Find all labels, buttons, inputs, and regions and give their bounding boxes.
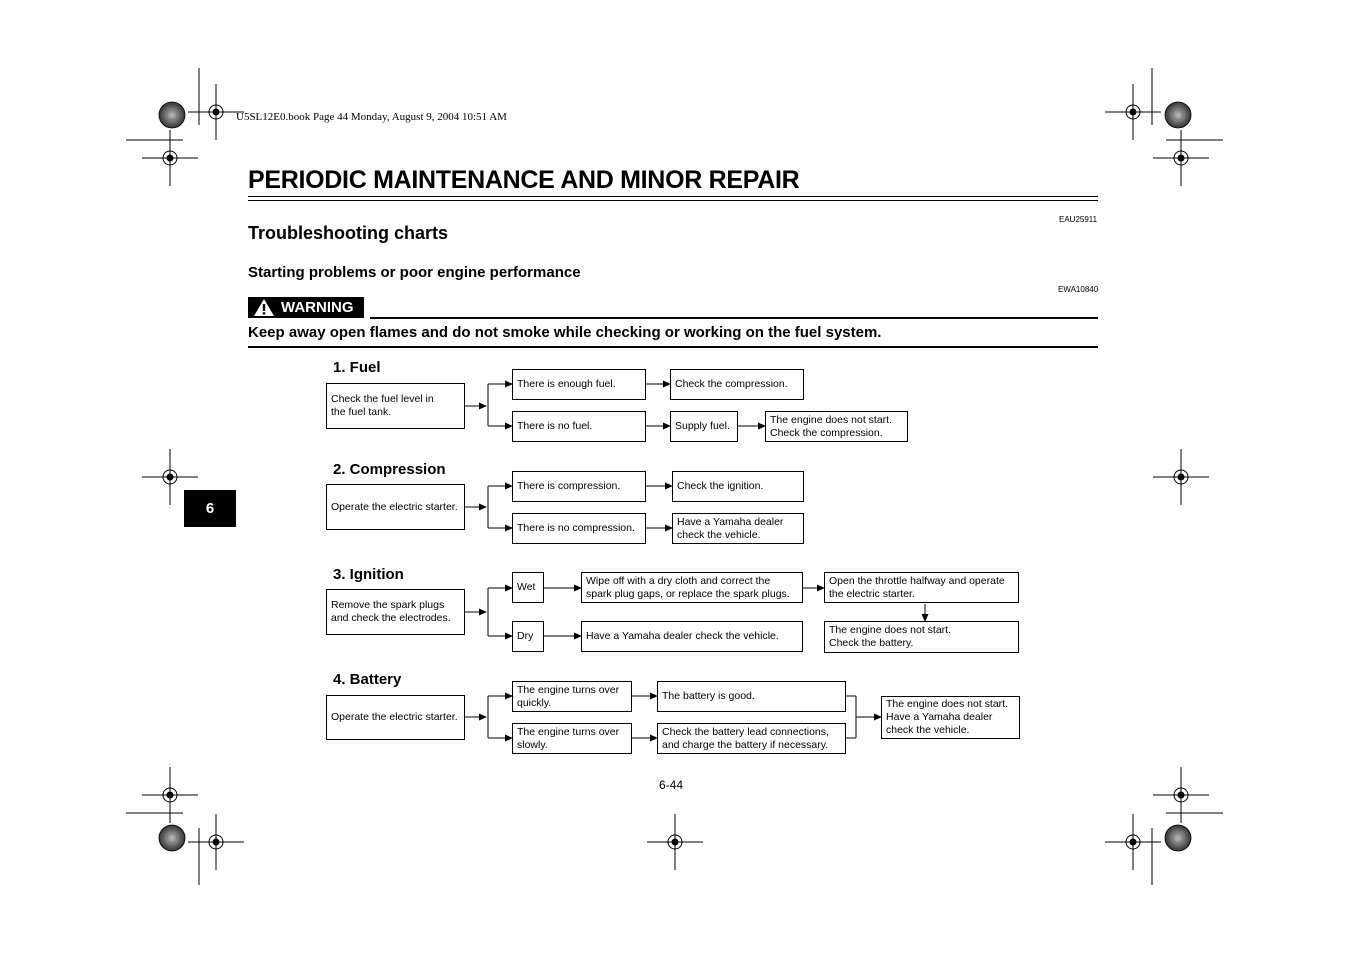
ignition-dry-box: Dry: [512, 621, 544, 652]
ignition-throttle-box: Open the throttle halfway and operate the electric starter.: [824, 572, 1019, 603]
fuel-result-box: The engine does not start. Check the compression.: [765, 411, 908, 442]
ignition-check-battery-box: The engine does not start. Check the battery.: [824, 621, 1019, 653]
fuel-supply-box: Supply fuel.: [670, 411, 738, 442]
book-file-info: U5SL12E0.book Page 44 Monday, August 9, 2004 10:51 AM: [236, 111, 507, 123]
battery-result-box: The engine does not start. Have a Yamaha dealer check the vehicle.: [881, 696, 1020, 739]
battery-chart-title: 4. Battery: [333, 671, 402, 688]
battery-quick-box: The engine turns over quickly.: [512, 681, 632, 712]
page-number: 6-44: [659, 778, 684, 792]
ignition-wet-box: Wet: [512, 572, 544, 603]
fuel-start-box: Check the fuel level in the fuel tank.: [326, 383, 465, 429]
section-code: EAU25911: [1059, 215, 1098, 224]
fuel-enough-box: There is enough fuel.: [512, 369, 646, 400]
ignition-chart-title: 3. Ignition: [333, 566, 404, 583]
compression-start-box: Operate the electric starter.: [326, 484, 465, 530]
warning-code: EWA10840: [1058, 285, 1099, 294]
ignition-wipe-box: Wipe off with a dry cloth and correct the spark plug gaps, or replace the spark plugs.: [581, 572, 803, 603]
compression-no-box: There is no compression.: [512, 513, 646, 544]
battery-good-box: The battery is good.: [657, 681, 846, 712]
ignition-dealer-box: Have a Yamaha dealer check the vehicle.: [581, 621, 803, 652]
battery-start-box: Operate the electric starter.: [326, 695, 465, 740]
compression-yes-box: There is compression.: [512, 471, 646, 502]
fuel-check-compression-box: Check the compression.: [670, 369, 804, 400]
compression-dealer-box: Have a Yamaha dealer check the vehicle.: [672, 513, 804, 544]
battery-charge-box: Check the battery lead connections, and charge the battery if necessary.: [657, 723, 846, 754]
warning-text: Keep away open flames and do not smoke while checking or working on the fuel system.: [248, 324, 882, 341]
subsection-title: Starting problems or poor engine performance: [248, 264, 581, 281]
compression-check-ignition-box: Check the ignition.: [672, 471, 804, 502]
compression-chart-title: 2. Compression: [333, 461, 446, 478]
battery-slow-box: The engine turns over slowly.: [512, 723, 632, 754]
section-title: Troubleshooting charts: [248, 223, 449, 243]
fuel-chart-title: 1. Fuel: [333, 359, 381, 376]
warning-label: WARNING: [281, 299, 354, 316]
chapter-tab: 6: [184, 490, 236, 527]
page-title: PERIODIC MAINTENANCE AND MINOR REPAIR: [248, 166, 800, 194]
fuel-none-box: There is no fuel.: [512, 411, 646, 442]
ignition-start-box: Remove the spark plugs and check the electrodes.: [326, 589, 465, 635]
